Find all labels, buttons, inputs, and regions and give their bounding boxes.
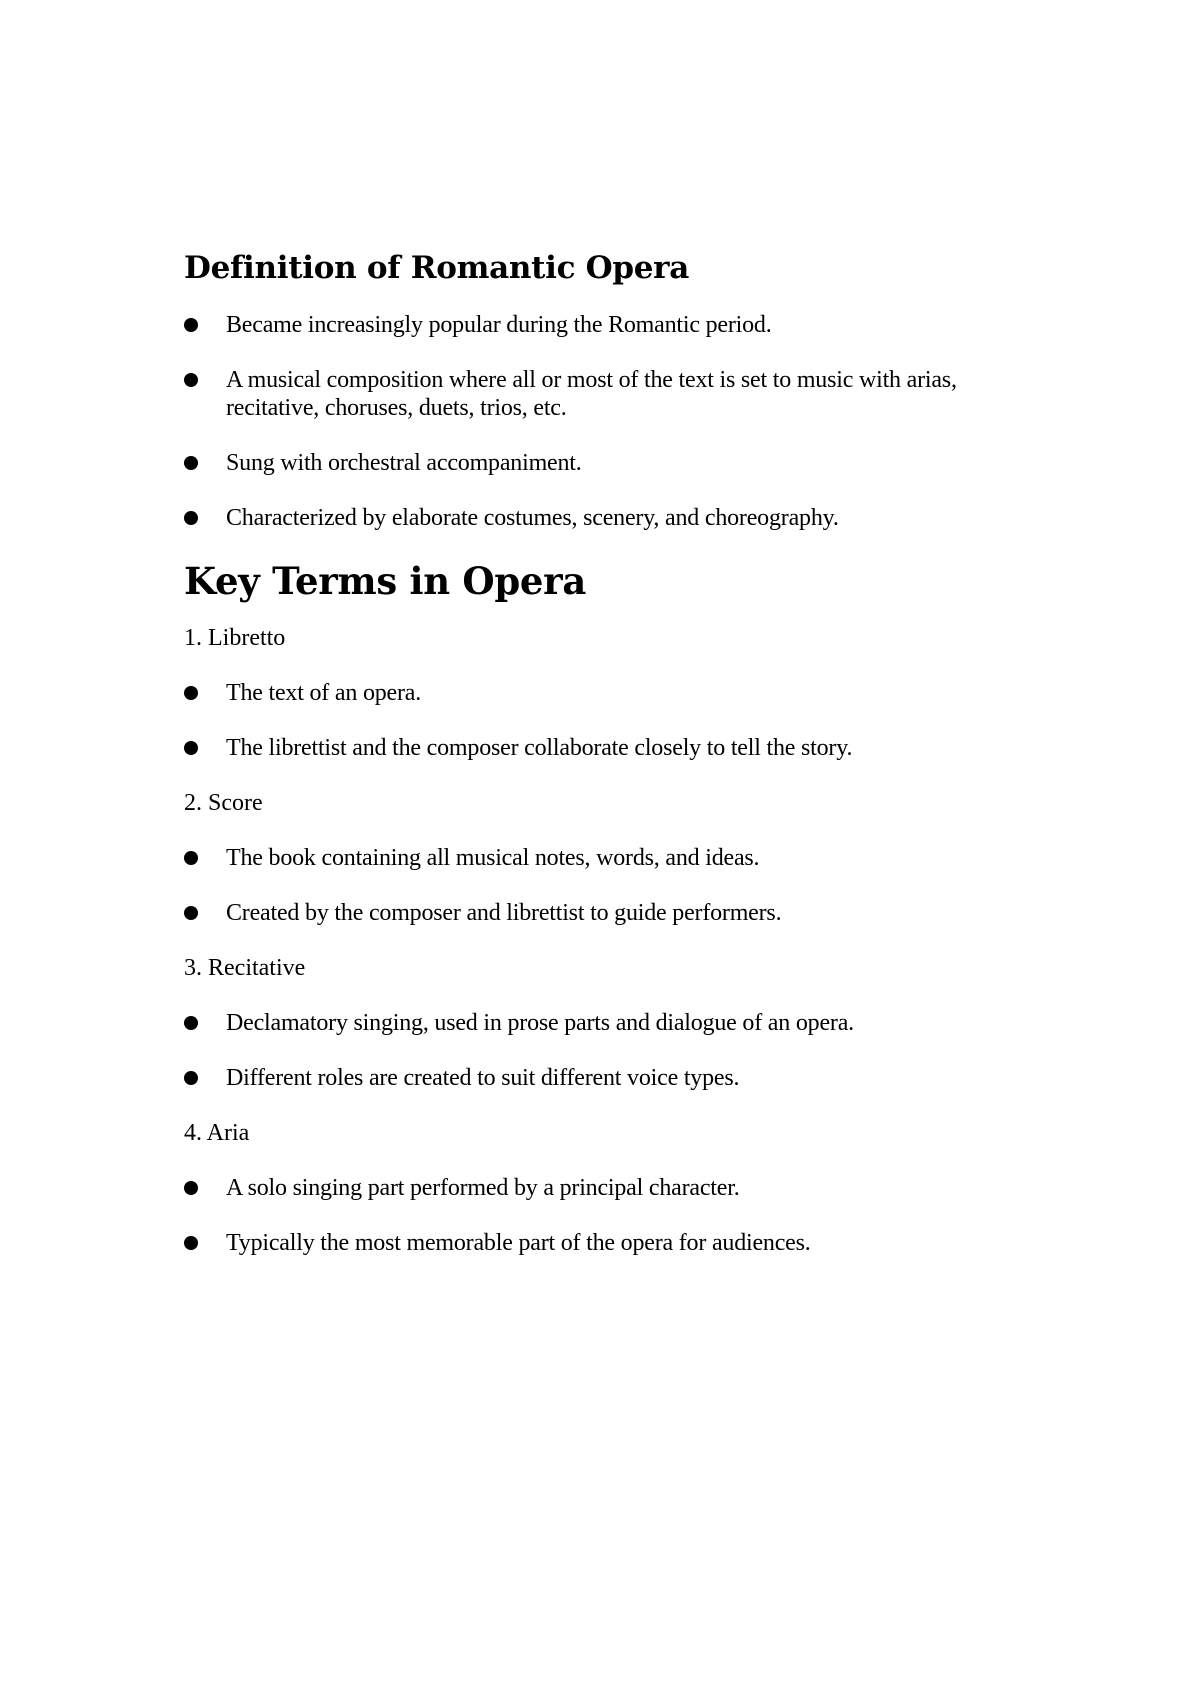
term-heading-libretto: 1. Libretto	[184, 624, 286, 651]
bullet-item	[184, 679, 1044, 707]
score-bullet-list	[184, 844, 1044, 927]
bullet-icon	[184, 318, 198, 332]
bullet-text: A solo singing part performed by a principal character.	[226, 1174, 740, 1201]
bullet-text: A musical composition where all or most of the text is set to music with arias, recitative, choruses, duets, trios, etc.	[226, 367, 957, 422]
section-title-key-terms: Key Terms in Opera	[184, 559, 586, 604]
bullet-icon	[184, 1071, 198, 1085]
definition-bullet-list	[184, 311, 1044, 532]
bullet-item	[184, 366, 1044, 422]
bullet-text: Sung with orchestral accompaniment.	[226, 450, 582, 477]
bullet-text: Characterized by elaborate costumes, scenery, and choreography.	[226, 505, 839, 532]
bullet-icon	[184, 373, 198, 387]
bullet-item	[184, 899, 1044, 927]
bullet-icon	[184, 1236, 198, 1250]
bullet-text: Created by the composer and librettist to guide performers.	[226, 899, 782, 926]
bullet-text: The book containing all musical notes, words, and ideas.	[226, 844, 760, 871]
bullet-item	[184, 311, 1044, 339]
bullet-icon	[184, 906, 198, 920]
bullet-icon	[184, 456, 198, 470]
bullet-text: The librettist and the composer collaborate closely to tell the story.	[226, 734, 853, 761]
bullet-item	[184, 844, 1044, 872]
section-title-definition: Definition of Romantic Opera	[184, 250, 689, 286]
bullet-item	[184, 734, 1044, 762]
bullet-text: The text of an opera.	[226, 679, 422, 706]
bullet-icon	[184, 1016, 198, 1030]
bullet-text: Typically the most memorable part of the opera for audiences.	[226, 1229, 811, 1256]
term-heading-recitative: 3. Recitative	[184, 954, 306, 981]
bullet-text: Declamatory singing, used in prose parts and dialogue of an opera.	[226, 1009, 854, 1036]
bullet-item	[184, 1229, 1044, 1257]
bullet-item	[184, 1009, 1044, 1037]
aria-bullet-list	[184, 1174, 1044, 1257]
bullet-item	[184, 1064, 1044, 1092]
bullet-icon	[184, 741, 198, 755]
bullet-item	[184, 449, 1044, 477]
bullet-item	[184, 1174, 1044, 1202]
bullet-icon	[184, 851, 198, 865]
bullet-icon	[184, 1181, 198, 1195]
bullet-text: Different roles are created to suit different voice types.	[226, 1064, 740, 1091]
bullet-icon	[184, 511, 198, 525]
libretto-bullet-list	[184, 679, 1044, 762]
term-heading-aria: 4. Aria	[184, 1119, 250, 1146]
bullet-text: Became increasingly popular during the Romantic period.	[226, 312, 772, 339]
document-page	[184, 250, 1044, 1284]
term-heading-score: 2. Score	[184, 789, 263, 816]
bullet-icon	[184, 686, 198, 700]
recitative-bullet-list	[184, 1009, 1044, 1092]
bullet-item	[184, 504, 1044, 532]
